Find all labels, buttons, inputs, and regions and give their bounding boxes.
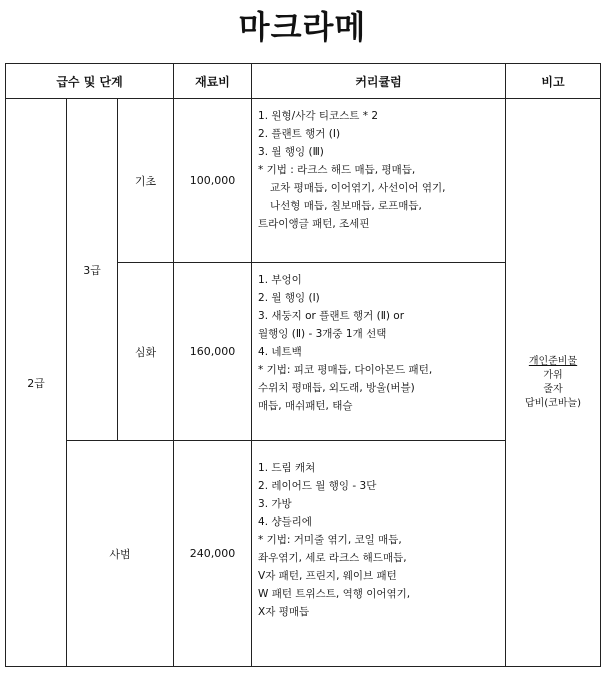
note-line: 답비(코바늘) [524, 397, 582, 409]
stage-instructor: 사범 [67, 441, 174, 667]
header-fee: 재료비 [174, 64, 252, 99]
curriculum-line: 3. 월 행잉 (Ⅲ) [258, 146, 324, 158]
curriculum-line: 3. 새둥지 or 플랜트 행거 (Ⅱ) or [258, 310, 405, 322]
curriculum-basic [252, 99, 506, 263]
grade-2-cell: 2급 [6, 99, 67, 667]
curriculum-line: X자 평매듭 [258, 606, 310, 618]
curriculum-line: 1. 부엉이 [258, 274, 302, 286]
note-line: 가위 [543, 369, 563, 381]
curriculum-instructor [252, 441, 506, 667]
curriculum-line: 3. 가방 [258, 498, 292, 510]
page-title: 마크라메 [238, 8, 367, 46]
table-row-basic [6, 99, 601, 263]
curriculum-line: 수위치 평매듭, 외도래, 방울(버블) [258, 382, 415, 394]
curriculum-line: * 기법: 거미줄 엮기, 코일 매듭, [258, 534, 402, 546]
curriculum-line: 트라이앵글 패턴, 조세핀 [258, 218, 370, 230]
stage-advanced: 심화 [118, 263, 174, 441]
curriculum-table [5, 63, 601, 667]
note-line: 개인준비물 [528, 355, 578, 367]
curriculum-line: 나선형 매듭, 칠보매듭, 로프매듭, [270, 200, 422, 212]
curriculum-line: 4. 샹들리에 [258, 516, 312, 528]
curriculum-line: 매듭, 매쉬패턴, 태슬 [258, 400, 353, 412]
header-row [6, 64, 601, 99]
header-level: 급수 및 단계 [6, 64, 174, 99]
curriculum-line: 2. 레이어드 월 행잉 - 3단 [258, 480, 377, 492]
curriculum-advanced [252, 263, 506, 441]
curriculum-line: V자 패턴, 프린지, 웨이브 패턴 [258, 570, 397, 582]
curriculum-line: * 기법: 피코 평매듭, 다이아몬드 패턴, [258, 364, 433, 376]
header-note: 비고 [506, 64, 601, 99]
fee-advanced: 160,000 [174, 263, 252, 441]
curriculum-line: 1. 드림 캐쳐 [258, 462, 316, 474]
curriculum-line: 2. 플랜트 행거 (I) [258, 128, 341, 140]
grade-3-cell: 3급 [67, 99, 118, 441]
curriculum-line: 월행잉 (Ⅱ) - 3개중 1개 선택 [258, 328, 387, 340]
curriculum-line: 교차 평매듭, 이어엮기, 사선이어 엮기, [270, 182, 446, 194]
header-curriculum: 커리큘럼 [252, 64, 506, 99]
curriculum-line: W 패턴 트위스트, 역행 이어엮기, [258, 588, 411, 600]
curriculum-line: 4. 네트백 [258, 346, 302, 358]
note-cell [506, 99, 601, 667]
stage-basic: 기초 [118, 99, 174, 263]
curriculum-line: 좌우엮기, 세로 라크스 해드매듭, [258, 552, 407, 564]
fee-instructor: 240,000 [174, 441, 252, 667]
curriculum-line: 1. 원형/사각 티코스트 * 2 [258, 110, 378, 122]
curriculum-line: 2. 월 행잉 (I) [258, 292, 320, 304]
curriculum-line: * 기법 : 라크스 해드 매듭, 평매듭, [258, 164, 416, 176]
note-line: 줄자 [543, 383, 563, 395]
fee-basic: 100,000 [174, 99, 252, 263]
